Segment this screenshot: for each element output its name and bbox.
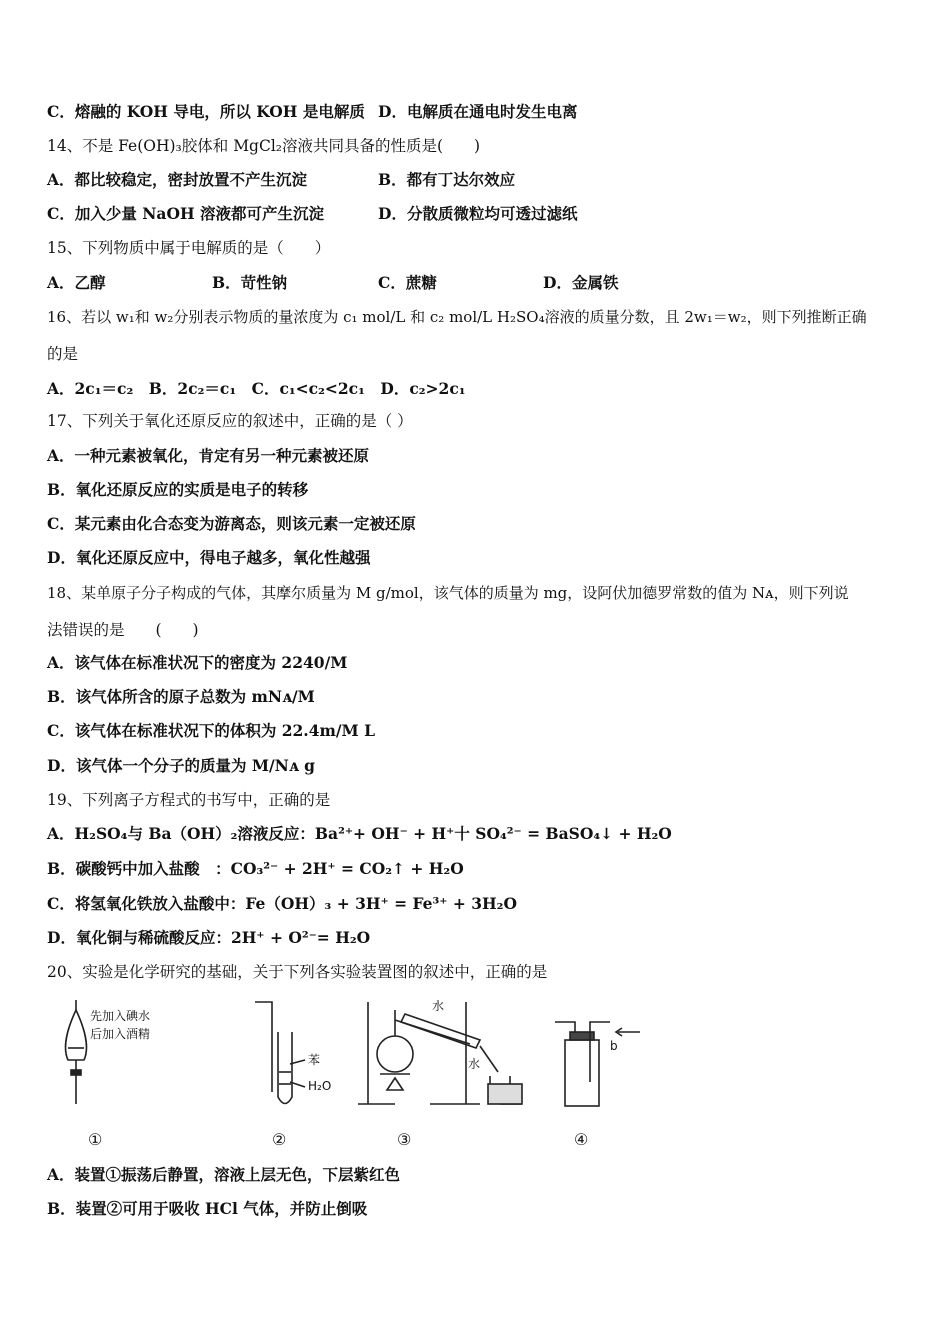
q15-option-c: C．蔗糖 [378, 273, 437, 292]
q16-stem: 16、若以 w₁和 w₂分别表示物质的量浓度为 c₁ mol/L 和 c₂ mol/L H₂SO₄溶液的质量分数，且 2w₁＝w₂，则下列推断正确 [47, 308, 867, 326]
q14-option-b: B．都有丁达尔效应 [378, 170, 516, 189]
fig1-text2: 后加入酒精 [90, 1027, 151, 1041]
q16-options: A．2c₁＝c₂ B．2c₂＝c₁ C．c₁<c₂<2c₁ D．c₂>2c₁ [47, 379, 466, 398]
distillation-apparatus [358, 1002, 522, 1104]
fig-label-3: ③ [397, 1130, 412, 1149]
q19-stem: 19、下列离子方程式的书写中，正确的是 [47, 791, 331, 809]
separatory-funnel [66, 1000, 87, 1104]
fig1-text1: 先加入碘水 [90, 1009, 151, 1023]
q19-option-a: A．H₂SO₄与 Ba（OH）₂溶液反应：Ba²⁺+ OH⁻ + H⁺十 SO₄²⁻ = BaSO₄↓ + H₂O [47, 824, 672, 843]
test-tube-apparatus [255, 1002, 305, 1104]
q15-option-b: B．苛性钠 [212, 273, 288, 292]
q14-option-c: C．加入少量 NaOH 溶液都可产生沉淀 [47, 204, 324, 223]
q20-option-b: B．装置②可用于吸收 HCl 气体，并防止倒吸 [47, 1199, 368, 1218]
q18-option-b: B．该气体所含的原子总数为 mNᴀ/M [47, 687, 315, 706]
fig2-water: H₂O [308, 1079, 332, 1093]
q20-option-a: A．装置①振荡后静置，溶液上层无色，下层紫红色 [47, 1165, 401, 1184]
q18-stem-cont: 法错误的是 ( ) [47, 621, 199, 639]
fig3-water-in: 水 [432, 999, 445, 1013]
q16-stem-cont: 的是 [47, 345, 79, 363]
apparatus-figure [50, 992, 650, 1117]
q15-stem: 15、下列物质中属于电解质的是（ ） [47, 239, 331, 257]
q14-option-d: D．分散质微粒均可透过滤纸 [378, 204, 578, 223]
q14-stem: 14、不是 Fe(OH)₃胶体和 MgCl₂溶液共同具备的性质是( ) [47, 137, 481, 155]
fig4-arrow-label: b [610, 1039, 618, 1053]
q15-option-d: D．金属铁 [543, 273, 619, 292]
q19-option-c: C．将氢氧化铁放入盐酸中：Fe（OH）₃ + 3H⁺ = Fe³⁺ + 3H₂O [47, 894, 517, 913]
q17-option-a: A．一种元素被氧化，肯定有另一种元素被还原 [47, 446, 370, 465]
q13-option-d: D．电解质在通电时发生电离 [378, 102, 578, 121]
q15-option-a: A．乙醇 [47, 273, 106, 292]
q17-option-b: B．氧化还原反应的实质是电子的转移 [47, 480, 309, 499]
q19-option-d: D．氧化铜与稀硫酸反应：2H⁺ + O²⁻= H₂O [47, 928, 371, 947]
q18-option-d: D．该气体一个分子的质量为 M/Nᴀ g [47, 756, 315, 775]
q20-stem: 20、实验是化学研究的基础，关于下列各实验装置图的叙述中，正确的是 [47, 963, 548, 981]
q18-stem: 18、某单原子分子构成的气体，其摩尔质量为 M g/mol，该气体的质量为 mg，设阿伏加德罗常数的值为 Nᴀ，则下列说 [47, 584, 849, 602]
q17-option-c: C．某元素由化合态变为游离态，则该元素一定被还原 [47, 514, 416, 533]
fig-label-4: ④ [574, 1130, 589, 1149]
fig-label-2: ② [272, 1130, 287, 1149]
q17-stem: 17、下列关于氧化还原反应的叙述中，正确的是（ ） [47, 412, 413, 430]
q18-option-a: A．该气体在标准状况下的密度为 2240/M [47, 653, 348, 672]
q19-option-b: B．碳酸钙中加入盐酸 ：CO₃²⁻ + 2H⁺ = CO₂↑ + H₂O [47, 859, 464, 878]
fig3-water-out: 水 [468, 1057, 481, 1071]
q13-option-c: C．熔融的 KOH 导电，所以 KOH 是电解质 [47, 102, 365, 121]
fig2-benzene: 苯 [308, 1053, 321, 1067]
q17-option-d: D．氧化还原反应中，得电子越多，氧化性越强 [47, 548, 371, 567]
q14-option-a: A．都比较稳定，密封放置不产生沉淀 [47, 170, 308, 189]
q18-option-c: C．该气体在标准状况下的体积为 22.4m/M L [47, 721, 375, 740]
fig-label-1: ① [88, 1130, 103, 1149]
gas-washing-bottle [555, 1022, 640, 1106]
